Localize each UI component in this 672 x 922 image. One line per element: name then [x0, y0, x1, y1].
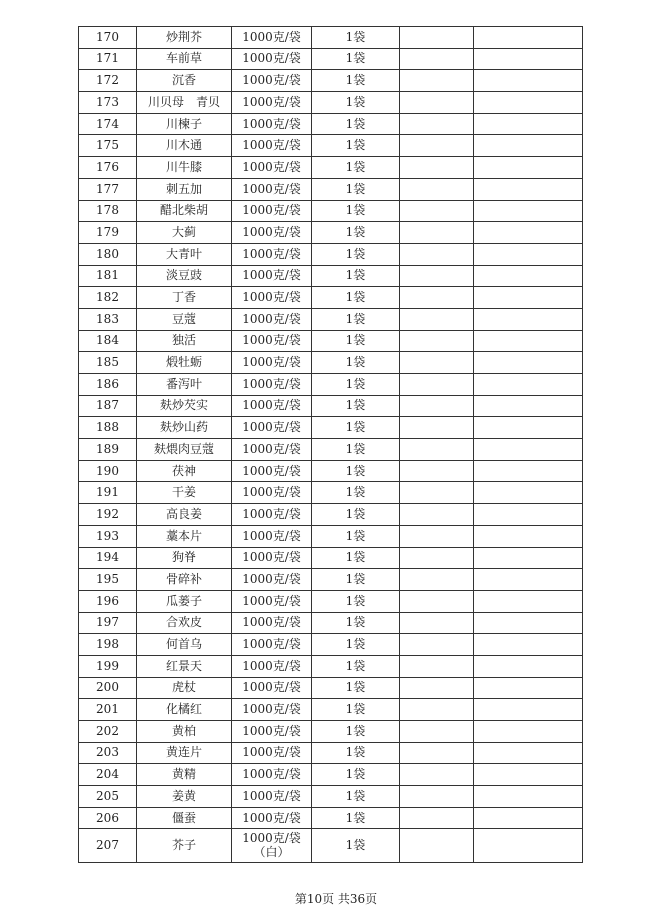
- spec-cell: 1000克/袋: [232, 243, 312, 265]
- item-name-cell: 麸炒芡实: [137, 395, 232, 417]
- table-row: [79, 352, 583, 374]
- empty-cell: [400, 27, 474, 49]
- empty-cell: [400, 135, 474, 157]
- spec-cell: 1000克/袋（白）: [232, 829, 312, 863]
- empty-cell: [474, 352, 583, 374]
- spec-cell: 1000克/袋: [232, 439, 312, 461]
- row-number-cell: 206: [79, 807, 137, 829]
- item-name-cell: 大青叶: [137, 243, 232, 265]
- empty-cell: [474, 569, 583, 591]
- quantity-cell: 1袋: [312, 547, 400, 569]
- quantity-cell: 1袋: [312, 460, 400, 482]
- spec-cell: 1000克/袋: [232, 200, 312, 222]
- items-table: [78, 26, 583, 863]
- row-number-cell: 186: [79, 374, 137, 396]
- empty-cell: [474, 721, 583, 743]
- item-name-cell: 川牛膝: [137, 157, 232, 179]
- item-name-cell: 高良姜: [137, 504, 232, 526]
- spec-cell: 1000克/袋: [232, 786, 312, 808]
- spec-cell: 1000克/袋: [232, 460, 312, 482]
- quantity-cell: 1袋: [312, 200, 400, 222]
- table-row: [79, 157, 583, 179]
- table-row: [79, 92, 583, 114]
- empty-cell: [400, 829, 474, 863]
- empty-cell: [400, 200, 474, 222]
- quantity-cell: 1袋: [312, 482, 400, 504]
- quantity-cell: 1袋: [312, 330, 400, 352]
- page-number: 第10页 共36页: [294, 892, 378, 906]
- quantity-cell: 1袋: [312, 439, 400, 461]
- empty-cell: [400, 308, 474, 330]
- row-number-cell: 200: [79, 677, 137, 699]
- row-number-cell: 179: [79, 222, 137, 244]
- quantity-cell: 1袋: [312, 590, 400, 612]
- quantity-cell: 1袋: [312, 612, 400, 634]
- spec-cell: 1000克/袋: [232, 330, 312, 352]
- table-row: [79, 135, 583, 157]
- row-number-cell: 170: [79, 27, 137, 49]
- item-name-cell: 独活: [137, 330, 232, 352]
- row-number-cell: 187: [79, 395, 137, 417]
- table-row: [79, 482, 583, 504]
- spec-cell: 1000克/袋: [232, 655, 312, 677]
- row-number-cell: 177: [79, 178, 137, 200]
- table-row: [79, 634, 583, 656]
- spec-cell: 1000克/袋: [232, 612, 312, 634]
- quantity-cell: 1袋: [312, 374, 400, 396]
- row-number-cell: 202: [79, 721, 137, 743]
- table-row: [79, 222, 583, 244]
- table-row: [79, 504, 583, 526]
- quantity-cell: 1袋: [312, 699, 400, 721]
- table-row: [79, 265, 583, 287]
- table-row: [79, 308, 583, 330]
- item-name-cell: 淡豆豉: [137, 265, 232, 287]
- empty-cell: [400, 70, 474, 92]
- spec-cell: 1000克/袋: [232, 590, 312, 612]
- empty-cell: [474, 308, 583, 330]
- item-name-cell: 煅牡蛎: [137, 352, 232, 374]
- item-name-cell: 骨碎补: [137, 569, 232, 591]
- empty-cell: [400, 178, 474, 200]
- quantity-cell: 1袋: [312, 417, 400, 439]
- item-name-cell: 番泻叶: [137, 374, 232, 396]
- quantity-cell: 1袋: [312, 265, 400, 287]
- empty-cell: [474, 70, 583, 92]
- empty-cell: [474, 178, 583, 200]
- empty-cell: [400, 742, 474, 764]
- quantity-cell: 1袋: [312, 829, 400, 863]
- empty-cell: [474, 330, 583, 352]
- row-number-cell: 173: [79, 92, 137, 114]
- quantity-cell: 1袋: [312, 525, 400, 547]
- spec-cell: 1000克/袋: [232, 677, 312, 699]
- empty-cell: [474, 27, 583, 49]
- empty-cell: [400, 352, 474, 374]
- spec-cell: 1000克/袋: [232, 178, 312, 200]
- item-name-cell: 僵蚕: [137, 807, 232, 829]
- empty-cell: [400, 330, 474, 352]
- empty-cell: [474, 764, 583, 786]
- quantity-cell: 1袋: [312, 655, 400, 677]
- spec-cell: 1000克/袋: [232, 48, 312, 70]
- row-number-cell: 182: [79, 287, 137, 309]
- row-number-cell: 198: [79, 634, 137, 656]
- spec-cell: 1000克/袋: [232, 135, 312, 157]
- empty-cell: [400, 504, 474, 526]
- table-row: [79, 764, 583, 786]
- spec-cell: 1000克/袋: [232, 287, 312, 309]
- empty-cell: [400, 48, 474, 70]
- spec-cell: 1000克/袋: [232, 222, 312, 244]
- empty-cell: [400, 287, 474, 309]
- document-sheet: [78, 26, 582, 863]
- empty-cell: [474, 655, 583, 677]
- empty-cell: [474, 460, 583, 482]
- empty-cell: [474, 504, 583, 526]
- item-name-cell: 何首乌: [137, 634, 232, 656]
- empty-cell: [474, 590, 583, 612]
- item-name-cell: 川木通: [137, 135, 232, 157]
- row-number-cell: 181: [79, 265, 137, 287]
- row-number-cell: 183: [79, 308, 137, 330]
- row-number-cell: 189: [79, 439, 137, 461]
- empty-cell: [474, 135, 583, 157]
- empty-cell: [474, 417, 583, 439]
- quantity-cell: 1袋: [312, 178, 400, 200]
- item-name-cell: 芥子: [137, 829, 232, 863]
- empty-cell: [474, 92, 583, 114]
- spec-cell: 1000克/袋: [232, 308, 312, 330]
- quantity-cell: 1袋: [312, 395, 400, 417]
- empty-cell: [400, 590, 474, 612]
- empty-cell: [400, 569, 474, 591]
- spec-cell: 1000克/袋: [232, 634, 312, 656]
- empty-cell: [400, 395, 474, 417]
- quantity-cell: 1袋: [312, 113, 400, 135]
- table-row: [79, 48, 583, 70]
- row-number-cell: 194: [79, 547, 137, 569]
- quantity-cell: 1袋: [312, 92, 400, 114]
- spec-cell: 1000克/袋: [232, 721, 312, 743]
- table-row: [79, 590, 583, 612]
- item-name-cell: 合欢皮: [137, 612, 232, 634]
- table-row: [79, 569, 583, 591]
- table-row: [79, 70, 583, 92]
- empty-cell: [474, 395, 583, 417]
- row-number-cell: 193: [79, 525, 137, 547]
- empty-cell: [400, 721, 474, 743]
- empty-cell: [474, 287, 583, 309]
- empty-cell: [474, 48, 583, 70]
- row-number-cell: 185: [79, 352, 137, 374]
- table-row: [79, 243, 583, 265]
- row-number-cell: 196: [79, 590, 137, 612]
- row-number-cell: 172: [79, 70, 137, 92]
- empty-cell: [400, 157, 474, 179]
- empty-cell: [400, 634, 474, 656]
- spec-cell: 1000克/袋: [232, 352, 312, 374]
- spec-cell: 1000克/袋: [232, 157, 312, 179]
- row-number-cell: 199: [79, 655, 137, 677]
- row-number-cell: 176: [79, 157, 137, 179]
- item-name-cell: 麸炒山药: [137, 417, 232, 439]
- table-row: [79, 439, 583, 461]
- table-row: [79, 721, 583, 743]
- item-name-cell: 黄连片: [137, 742, 232, 764]
- row-number-cell: 180: [79, 243, 137, 265]
- empty-cell: [474, 482, 583, 504]
- spec-cell: 1000克/袋: [232, 807, 312, 829]
- table-row: [79, 612, 583, 634]
- quantity-cell: 1袋: [312, 157, 400, 179]
- item-name-cell: 藁本片: [137, 525, 232, 547]
- row-number-cell: 175: [79, 135, 137, 157]
- empty-cell: [474, 786, 583, 808]
- item-name-cell: 炒荆芥: [137, 27, 232, 49]
- row-number-cell: 191: [79, 482, 137, 504]
- empty-cell: [400, 547, 474, 569]
- row-number-cell: 203: [79, 742, 137, 764]
- table-row: [79, 655, 583, 677]
- spec-cell: 1000克/袋: [232, 525, 312, 547]
- table-row: [79, 330, 583, 352]
- empty-cell: [474, 439, 583, 461]
- empty-cell: [400, 807, 474, 829]
- table-row: [79, 395, 583, 417]
- row-number-cell: 171: [79, 48, 137, 70]
- row-number-cell: 205: [79, 786, 137, 808]
- empty-cell: [400, 612, 474, 634]
- row-number-cell: 184: [79, 330, 137, 352]
- item-name-cell: 狗脊: [137, 547, 232, 569]
- empty-cell: [474, 113, 583, 135]
- empty-cell: [474, 157, 583, 179]
- item-name-cell: 麸煨肉豆蔻: [137, 439, 232, 461]
- spec-cell: 1000克/袋: [232, 504, 312, 526]
- quantity-cell: 1袋: [312, 677, 400, 699]
- row-number-cell: 192: [79, 504, 137, 526]
- item-name-cell: 车前草: [137, 48, 232, 70]
- empty-cell: [400, 764, 474, 786]
- row-number-cell: 190: [79, 460, 137, 482]
- item-name-cell: 红景天: [137, 655, 232, 677]
- quantity-cell: 1袋: [312, 27, 400, 49]
- item-name-cell: 大蓟: [137, 222, 232, 244]
- quantity-cell: 1袋: [312, 504, 400, 526]
- empty-cell: [400, 92, 474, 114]
- item-name-cell: 醋北柴胡: [137, 200, 232, 222]
- empty-cell: [474, 699, 583, 721]
- spec-cell: 1000克/袋: [232, 395, 312, 417]
- quantity-cell: 1袋: [312, 764, 400, 786]
- item-name-cell: 丁香: [137, 287, 232, 309]
- quantity-cell: 1袋: [312, 786, 400, 808]
- table-row: [79, 113, 583, 135]
- table-row: [79, 742, 583, 764]
- item-name-cell: 豆蔻: [137, 308, 232, 330]
- table-row: [79, 374, 583, 396]
- item-name-cell: 化橘红: [137, 699, 232, 721]
- item-name-cell: 虎杖: [137, 677, 232, 699]
- spec-cell: 1000克/袋: [232, 417, 312, 439]
- quantity-cell: 1袋: [312, 569, 400, 591]
- empty-cell: [400, 786, 474, 808]
- empty-cell: [400, 265, 474, 287]
- quantity-cell: 1袋: [312, 222, 400, 244]
- empty-cell: [474, 829, 583, 863]
- empty-cell: [474, 612, 583, 634]
- item-name-cell: 瓜蒌子: [137, 590, 232, 612]
- empty-cell: [474, 525, 583, 547]
- empty-cell: [474, 265, 583, 287]
- empty-cell: [400, 113, 474, 135]
- empty-cell: [400, 417, 474, 439]
- item-name-cell: 黄柏: [137, 721, 232, 743]
- table-row: [79, 807, 583, 829]
- spec-cell: 1000克/袋: [232, 547, 312, 569]
- row-number-cell: 201: [79, 699, 137, 721]
- quantity-cell: 1袋: [312, 48, 400, 70]
- empty-cell: [400, 460, 474, 482]
- row-number-cell: 207: [79, 829, 137, 863]
- quantity-cell: 1袋: [312, 243, 400, 265]
- spec-cell: 1000克/袋: [232, 92, 312, 114]
- empty-cell: [474, 222, 583, 244]
- row-number-cell: 188: [79, 417, 137, 439]
- empty-cell: [400, 525, 474, 547]
- quantity-cell: 1袋: [312, 352, 400, 374]
- table-row: [79, 178, 583, 200]
- item-name-cell: 川贝母 青贝: [137, 92, 232, 114]
- empty-cell: [474, 200, 583, 222]
- spec-cell: 1000克/袋: [232, 569, 312, 591]
- table-row: [79, 547, 583, 569]
- table-row: [79, 460, 583, 482]
- spec-cell: 1000克/袋: [232, 764, 312, 786]
- table-row: [79, 200, 583, 222]
- empty-cell: [400, 439, 474, 461]
- quantity-cell: 1袋: [312, 308, 400, 330]
- item-name-cell: 干姜: [137, 482, 232, 504]
- table-row: [79, 27, 583, 49]
- spec-cell: 1000克/袋: [232, 113, 312, 135]
- table-row: [79, 786, 583, 808]
- item-name-cell: 黄精: [137, 764, 232, 786]
- item-name-cell: 茯神: [137, 460, 232, 482]
- table-row: [79, 699, 583, 721]
- empty-cell: [400, 655, 474, 677]
- empty-cell: [474, 243, 583, 265]
- empty-cell: [400, 699, 474, 721]
- item-name-cell: 川楝子: [137, 113, 232, 135]
- quantity-cell: 1袋: [312, 742, 400, 764]
- empty-cell: [474, 677, 583, 699]
- empty-cell: [400, 677, 474, 699]
- table-row: [79, 677, 583, 699]
- row-number-cell: 197: [79, 612, 137, 634]
- table-row: [79, 829, 583, 863]
- empty-cell: [400, 243, 474, 265]
- spec-cell: 1000克/袋: [232, 374, 312, 396]
- table-row: [79, 417, 583, 439]
- table-row: [79, 287, 583, 309]
- quantity-cell: 1袋: [312, 287, 400, 309]
- empty-cell: [474, 547, 583, 569]
- empty-cell: [474, 634, 583, 656]
- empty-cell: [400, 222, 474, 244]
- spec-cell: 1000克/袋: [232, 699, 312, 721]
- item-name-cell: 刺五加: [137, 178, 232, 200]
- empty-cell: [400, 482, 474, 504]
- quantity-cell: 1袋: [312, 634, 400, 656]
- empty-cell: [474, 374, 583, 396]
- item-name-cell: 姜黄: [137, 786, 232, 808]
- empty-cell: [474, 742, 583, 764]
- row-number-cell: 174: [79, 113, 137, 135]
- quantity-cell: 1袋: [312, 807, 400, 829]
- spec-cell: 1000克/袋: [232, 70, 312, 92]
- row-number-cell: 195: [79, 569, 137, 591]
- empty-cell: [474, 807, 583, 829]
- spec-cell: 1000克/袋: [232, 742, 312, 764]
- quantity-cell: 1袋: [312, 135, 400, 157]
- quantity-cell: 1袋: [312, 721, 400, 743]
- table-row: [79, 525, 583, 547]
- empty-cell: [400, 374, 474, 396]
- item-name-cell: 沉香: [137, 70, 232, 92]
- row-number-cell: 178: [79, 200, 137, 222]
- spec-cell: 1000克/袋: [232, 27, 312, 49]
- spec-cell: 1000克/袋: [232, 265, 312, 287]
- row-number-cell: 204: [79, 764, 137, 786]
- spec-cell: 1000克/袋: [232, 482, 312, 504]
- quantity-cell: 1袋: [312, 70, 400, 92]
